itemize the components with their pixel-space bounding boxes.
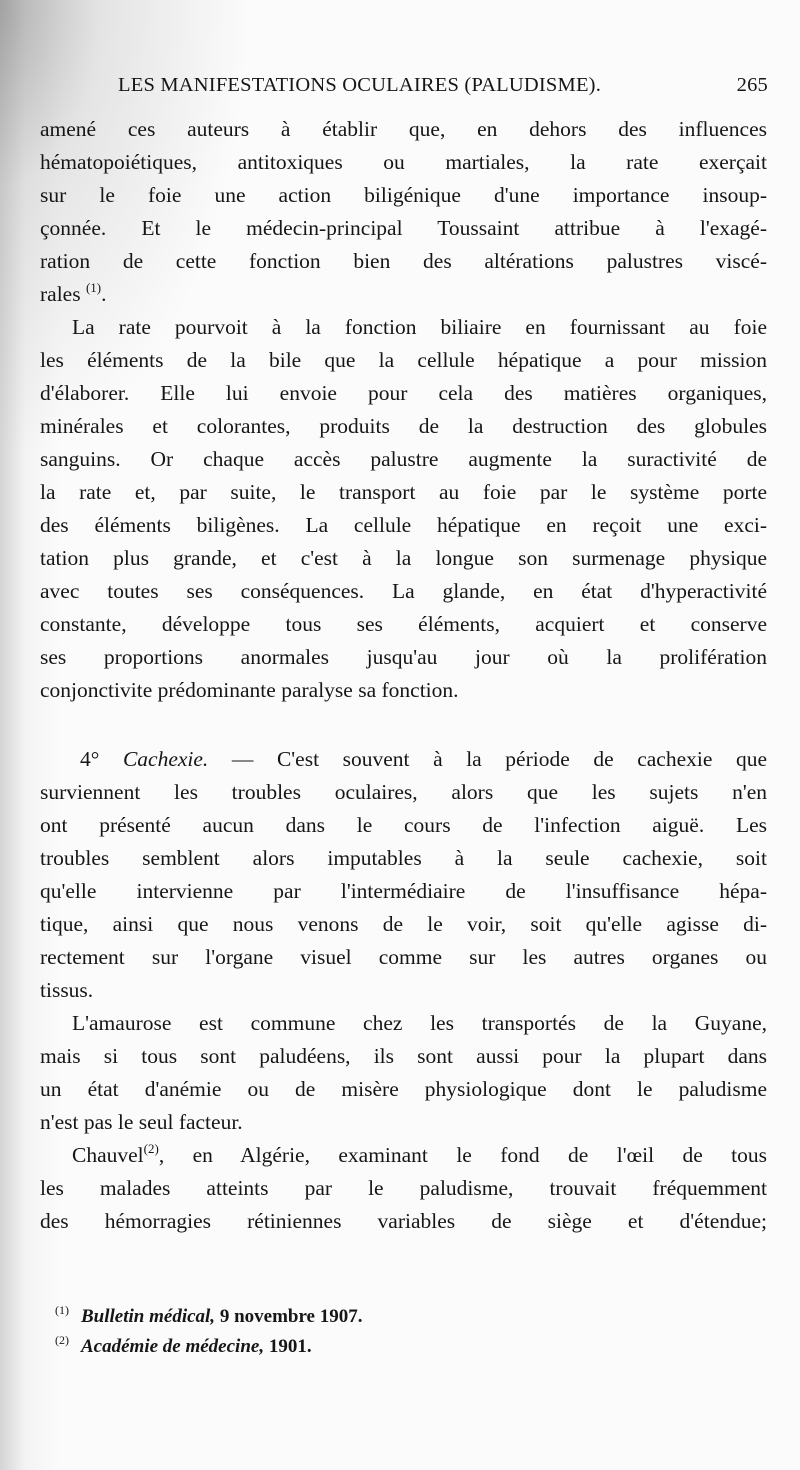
text-line: L'amaurose est commune chez les transportés de la Guyane, bbox=[72, 1011, 767, 1035]
text-line: des hémorragies rétiniennes variables de siège et d'étendue; bbox=[40, 1209, 767, 1233]
text-line bbox=[40, 278, 767, 311]
text-line: ration de cette fonction bien des altérations palustres viscé- bbox=[40, 249, 767, 273]
text-line: les malades atteints par le paludisme, trouvait fréquemment bbox=[40, 1176, 767, 1200]
text-line bbox=[72, 1139, 767, 1172]
text-line: sanguins. Or chaque accès palustre augmente la suractivité de bbox=[40, 447, 767, 471]
text-line: n'est pas le seul facteur. bbox=[40, 1110, 243, 1134]
footnote-mark: (1) bbox=[55, 1303, 69, 1317]
text-line: ses proportions anormales jusqu'au jour où la prolifération bbox=[40, 645, 767, 669]
text-line: amené ces auteurs à établir que, en dehors des influences bbox=[40, 117, 767, 141]
text-fragment: rales bbox=[40, 282, 81, 306]
footnote bbox=[55, 1295, 362, 1325]
text-line: constante, développe tous ses éléments, acquiert et conserve bbox=[40, 612, 767, 636]
text-fragment: , en Algérie, examinant le fond de l'œil de tous bbox=[158, 1143, 767, 1167]
text-line: tique, ainsi que nous venons de le voir, soit qu'elle agisse di- bbox=[40, 912, 767, 936]
text-line: hématopoiétiques, antitoxiques ou martiales, la rate exerçait bbox=[40, 150, 767, 174]
text-line: la rate et, par suite, le transport au foie par le système porte bbox=[40, 480, 767, 504]
text-line: des éléments biligènes. La cellule hépatique en reçoit une exci- bbox=[40, 513, 767, 537]
text-line: La rate pourvoit à la fonction biliaire en fournissant au foie bbox=[72, 315, 767, 339]
text-line: qu'elle intervienne par l'intermédiaire de l'insuffisance hépa- bbox=[40, 879, 767, 903]
running-title: LES MANIFESTATIONS OCULAIRES (PALUDISME). bbox=[118, 74, 602, 96]
text-line: d'élaborer. Elle lui envoie pour cela des matières organiques, bbox=[40, 381, 767, 405]
text-line: çonnée. Et le médecin-principal Toussaint attribue à l'exagé- bbox=[40, 216, 767, 240]
text-line: surviennent les troubles oculaires, alors que les sujets n'en bbox=[40, 780, 767, 804]
text-line: avec toutes ses conséquences. La glande, en état d'hyperactivité bbox=[40, 579, 767, 603]
text-fragment: Chauvel bbox=[72, 1143, 144, 1167]
page-number: 265 bbox=[736, 74, 768, 96]
text-line: ont présenté aucun dans le cours de l'infection aiguë. Les bbox=[40, 813, 767, 837]
section-title: Cachexie. bbox=[122, 747, 209, 771]
section-heading-line bbox=[80, 743, 767, 776]
text-line: rectement sur l'organe visuel comme sur les autres organes ou bbox=[40, 945, 767, 969]
footnote-source: Bulletin médical, bbox=[81, 1306, 216, 1327]
text-fragment: . bbox=[101, 282, 107, 306]
footnote bbox=[55, 1325, 312, 1355]
text-line: minérales et colorantes, produits de la destruction des globules bbox=[40, 414, 767, 438]
footnote-ref: (2) bbox=[143, 1141, 159, 1156]
text-line: les éléments de la bile que la cellule hépatique a pour mission bbox=[40, 348, 767, 372]
text-line: tation plus grande, et c'est à la longue son surmenage physique bbox=[40, 546, 767, 570]
page-header bbox=[118, 74, 768, 104]
text-fragment: — C'est souvent à la période de cachexie que bbox=[208, 747, 768, 771]
text-line: un état d'anémie ou de misère physiologique dont le paludisme bbox=[40, 1077, 767, 1101]
footnote-mark: (2) bbox=[55, 1333, 69, 1347]
text-line: conjonctivite prédominante paralyse sa fonction. bbox=[40, 678, 459, 702]
footnote-date: 1901. bbox=[264, 1336, 312, 1357]
text-line: sur le foie une action biligénique d'une importance insoup- bbox=[40, 183, 767, 207]
text-line: mais si tous sont paludéens, ils sont aussi pour la plupart dans bbox=[40, 1044, 767, 1068]
footnote-source: Académie de médecine, bbox=[81, 1336, 265, 1357]
footnote-ref: (1) bbox=[85, 280, 102, 295]
footnote-date: 9 novembre 1907. bbox=[215, 1306, 363, 1327]
text-line: tissus. bbox=[40, 978, 94, 1002]
text-line: troubles semblent alors imputables à la seule cachexie, soit bbox=[40, 846, 767, 870]
section-number: 4° bbox=[80, 747, 100, 771]
